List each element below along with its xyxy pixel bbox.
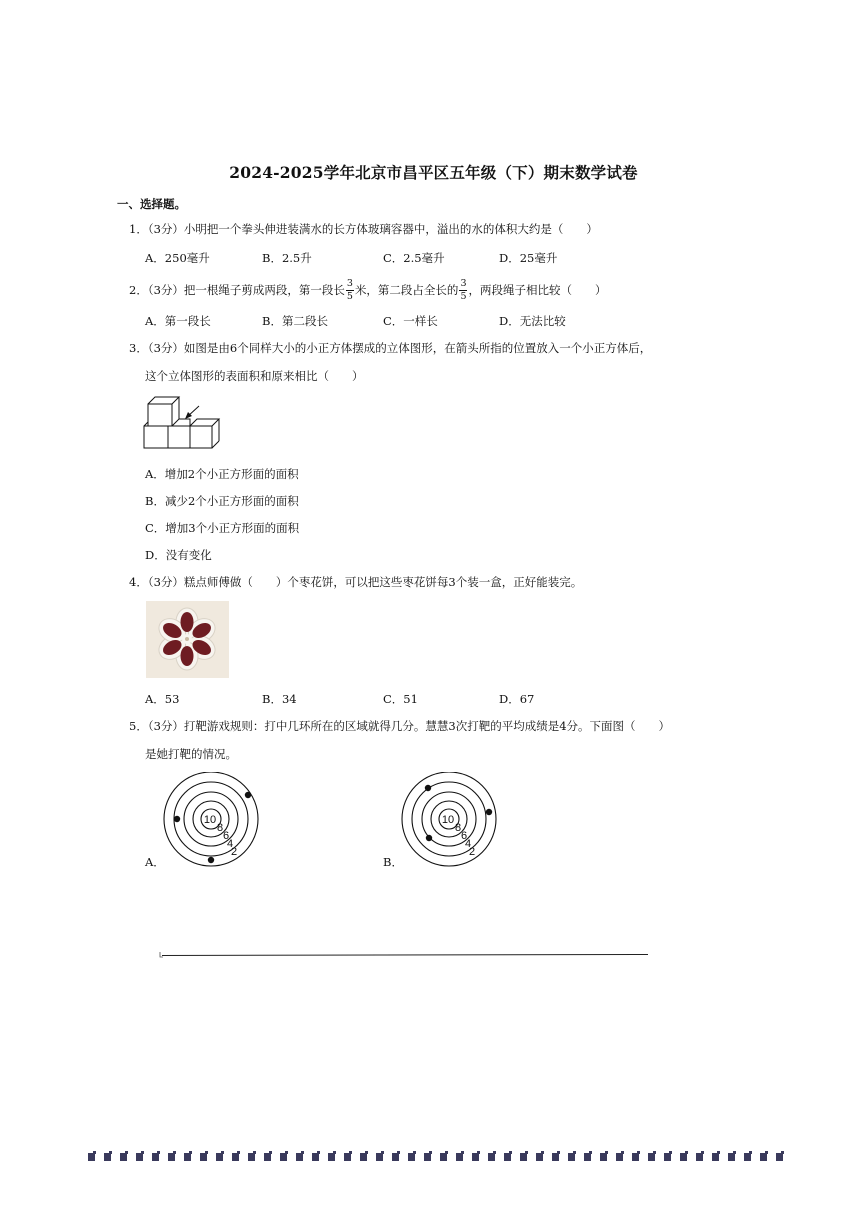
footer-mark — [744, 1153, 751, 1161]
q1-option-d: D．25毫升 — [499, 251, 558, 265]
footer-mark — [568, 1153, 575, 1161]
footer-mark-tick — [621, 1151, 624, 1154]
footer-mark — [728, 1153, 735, 1161]
question-3-stem-line2: 这个立体图形的表面积和原来相比（ ） — [145, 369, 364, 383]
footer-mark — [616, 1153, 623, 1161]
target-b-label-2: 2 — [468, 846, 476, 858]
footer-mark-tick — [781, 1151, 784, 1154]
footer-mark-tick — [413, 1151, 416, 1154]
target-b-hit-2 — [486, 809, 492, 815]
footer-mark-tick — [701, 1151, 704, 1154]
footer-mark — [312, 1153, 319, 1161]
footer-mark — [584, 1153, 591, 1161]
footer-mark-tick — [429, 1151, 432, 1154]
target-b-hit-1 — [425, 785, 431, 791]
q2-text-part1: 2．（3分）把一根绳子剪成两段，第一段长 — [129, 283, 345, 297]
footer-mark-tick — [397, 1151, 400, 1154]
footer-decoration — [88, 1151, 788, 1165]
footer-mark — [152, 1153, 159, 1161]
question-4-stem: 4．（3分）糕点师傅做（ ）个枣花饼，可以把这些枣花饼每3个装一盒，正好能装完。 — [129, 575, 583, 589]
question-3-stem-line1: 3．（3分）如图是由6个同样大小的小正方体摆成的立体图形，在箭头所指的位置放入一个小正方体后， — [129, 341, 652, 355]
footer-mark — [168, 1153, 175, 1161]
footer-mark-tick — [141, 1151, 144, 1154]
footer-mark-tick — [221, 1151, 224, 1154]
footer-mark-tick — [541, 1151, 544, 1154]
footer-mark-tick — [317, 1151, 320, 1154]
footer-mark — [88, 1153, 95, 1161]
target-a-hit-3 — [208, 857, 214, 863]
section-heading: 一、选择题。 — [117, 197, 186, 211]
footer-mark — [104, 1153, 111, 1161]
target-b-figure — [401, 772, 501, 872]
footer-mark-tick — [125, 1151, 128, 1154]
target-b-hit-3 — [426, 835, 432, 841]
footer-mark-tick — [477, 1151, 480, 1154]
footer-mark-tick — [365, 1151, 368, 1154]
q2-frac2-denominator: 5 — [460, 290, 467, 302]
target-a-label-8: 8 — [216, 822, 224, 834]
footer-mark — [504, 1153, 511, 1161]
target-b-label-8: 8 — [454, 822, 462, 834]
q3-option-a: A．增加2个小正方形面的面积 — [145, 467, 299, 481]
footer-mark-tick — [301, 1151, 304, 1154]
footer-mark — [488, 1153, 495, 1161]
footer-mark-tick — [653, 1151, 656, 1154]
q1-option-b: B．2.5升 — [262, 251, 312, 265]
target-b-label-10: 10 — [441, 814, 455, 826]
footer-mark — [376, 1153, 383, 1161]
footer-mark — [712, 1153, 719, 1161]
footer-mark — [328, 1153, 335, 1161]
footer-mark — [136, 1153, 143, 1161]
footer-mark — [680, 1153, 687, 1161]
footer-mark-tick — [717, 1151, 720, 1154]
cubes-figure — [140, 392, 222, 454]
q2-option-a: A．第一段长 — [145, 314, 211, 328]
footer-mark-tick — [381, 1151, 384, 1154]
footer-mark-tick — [605, 1151, 608, 1154]
footer-mark-tick — [333, 1151, 336, 1154]
divider-line — [156, 949, 650, 961]
q4-option-d: D．67 — [499, 692, 535, 706]
footer-mark — [360, 1153, 367, 1161]
question-5-stem-line1: 5．（3分）打靶游戏规则：打中几环所在的区域就得几分。慧慧3次打靶的平均成绩是4分。下面图（ ） — [129, 719, 671, 733]
footer-mark — [472, 1153, 479, 1161]
footer-mark-tick — [93, 1151, 96, 1154]
target-a-label-6: 6 — [222, 830, 230, 842]
target-b-label-4: 4 — [464, 838, 472, 850]
footer-mark — [424, 1153, 431, 1161]
footer-mark — [248, 1153, 255, 1161]
q2-fraction-length — [346, 279, 354, 301]
footer-mark — [216, 1153, 223, 1161]
q2-frac2-numerator: 3 — [460, 278, 467, 289]
footer-mark — [696, 1153, 703, 1161]
footer-mark — [632, 1153, 639, 1161]
footer-mark — [344, 1153, 351, 1161]
q5-option-a-label: A． — [145, 855, 165, 869]
q4-option-b: B．34 — [262, 692, 297, 706]
q2-fraction-share — [459, 279, 467, 301]
page-title: 2024-2025学年北京市昌平区五年级（下）期末数学试卷 — [229, 163, 638, 182]
footer-mark — [776, 1153, 783, 1161]
footer-mark-tick — [685, 1151, 688, 1154]
footer-mark — [440, 1153, 447, 1161]
q1-option-c: C．2.5毫升 — [383, 251, 445, 265]
footer-mark — [232, 1153, 239, 1161]
footer-mark-tick — [205, 1151, 208, 1154]
footer-mark-tick — [461, 1151, 464, 1154]
footer-mark-tick — [269, 1151, 272, 1154]
footer-mark-tick — [109, 1151, 112, 1154]
footer-mark-tick — [765, 1151, 768, 1154]
footer-mark-tick — [445, 1151, 448, 1154]
q4-option-a: A．53 — [145, 692, 180, 706]
q2-text-part3: ，两段绳子相比较（ ） — [468, 283, 607, 297]
footer-mark-tick — [349, 1151, 352, 1154]
footer-mark — [392, 1153, 399, 1161]
footer-mark-tick — [493, 1151, 496, 1154]
footer-mark-tick — [157, 1151, 160, 1154]
footer-mark — [600, 1153, 607, 1161]
q4-option-c: C．51 — [383, 692, 418, 706]
q2-frac1-numerator: 3 — [346, 278, 353, 289]
question-2-stem — [129, 276, 606, 304]
target-a-figure — [163, 772, 263, 872]
footer-mark — [296, 1153, 303, 1161]
target-a-hit-2 — [174, 816, 180, 822]
target-a-label-10: 10 — [203, 814, 217, 826]
footer-mark — [456, 1153, 463, 1161]
footer-mark — [536, 1153, 543, 1161]
footer-mark — [648, 1153, 655, 1161]
q2-text-part2: 米，第二段占全长的 — [354, 283, 459, 297]
target-a-label-4: 4 — [226, 838, 234, 850]
footer-mark-tick — [749, 1151, 752, 1154]
question-1-stem: 1．（3分）小明把一个拳头伸进装满水的长方体玻璃容器中，溢出的水的体积大约是（ ） — [129, 222, 598, 236]
footer-mark-tick — [237, 1151, 240, 1154]
footer-mark — [408, 1153, 415, 1161]
footer-mark-tick — [557, 1151, 560, 1154]
footer-mark-tick — [525, 1151, 528, 1154]
q2-option-c: C．一样长 — [383, 314, 438, 328]
footer-mark-tick — [285, 1151, 288, 1154]
footer-mark — [184, 1153, 191, 1161]
q1-option-a: A．250毫升 — [145, 251, 210, 265]
footer-mark-tick — [669, 1151, 672, 1154]
target-b-label-6: 6 — [460, 830, 468, 842]
q3-option-c: C．增加3个小正方形面的面积 — [145, 521, 300, 535]
footer-mark-tick — [733, 1151, 736, 1154]
footer-mark-tick — [253, 1151, 256, 1154]
question-5-stem-line2: 是她打靶的情况。 — [145, 747, 237, 761]
q2-option-d: D．无法比较 — [499, 314, 566, 328]
target-a-hit-1 — [245, 792, 251, 798]
footer-mark-tick — [589, 1151, 592, 1154]
q3-option-b: B．减少2个小正方形面的面积 — [145, 494, 299, 508]
date-flower-cake-photo — [146, 601, 229, 678]
footer-mark-tick — [509, 1151, 512, 1154]
q5-option-b-label: B． — [383, 855, 403, 869]
footer-mark — [264, 1153, 271, 1161]
footer-mark-tick — [573, 1151, 576, 1154]
footer-mark — [664, 1153, 671, 1161]
q3-option-d: D．没有变化 — [145, 548, 212, 562]
footer-mark-tick — [637, 1151, 640, 1154]
footer-mark — [520, 1153, 527, 1161]
footer-mark — [280, 1153, 287, 1161]
footer-mark-tick — [173, 1151, 176, 1154]
footer-mark-tick — [189, 1151, 192, 1154]
footer-mark — [200, 1153, 207, 1161]
q2-option-b: B．第二段长 — [262, 314, 328, 328]
footer-mark — [120, 1153, 127, 1161]
footer-mark — [552, 1153, 559, 1161]
q2-frac1-denominator: 5 — [346, 290, 353, 302]
footer-mark — [760, 1153, 767, 1161]
target-a-label-2: 2 — [230, 846, 238, 858]
